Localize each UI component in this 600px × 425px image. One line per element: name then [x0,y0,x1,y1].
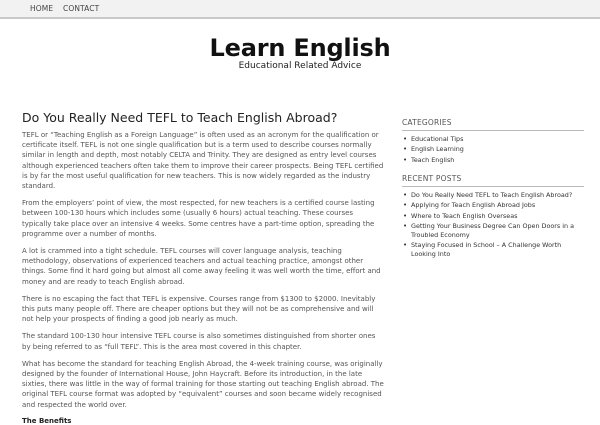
recent-posts-widget [402,174,584,260]
post-paragraph: TEFL or “Teaching English as a Foreign Language” is often used as an acronym for the qualification or certificate itself. TEFL is not one single qualification but is a term used to describe courses normally similar in length and depth, most notably CELTA and Trinity. They are designed as entry level courses although experienced teachers often take them to improve their career prospects. Being TEFL certified is by far the most useful qualification for new teachers. This is now widely regarded as the industry standard. [22,131,384,191]
post-paragraph: A lot is crammed into a tight schedule. TEFL courses will cover language analysis, teaching methodology, observations of experienced teachers and actual teaching practice, amongst other things. Some find it hard going but almost all come away feeling it was well worth the time, effort and money and are ready to teach English abroad. [22,247,381,286]
recent-post-link[interactable]: • Getting Your Business Degree Can Open Doors in a Troubled Economy [402,222,584,239]
site-description: Educational Related Advice [238,61,362,71]
post-paragraph: What has become the standard for teaching English Abroad, the 4-week training course, was originally designed by the founder of International House, John Haycraft. Before its introduction, in the late sixties, there was little in the way of formal training for those starting out teaching English abroad. The original TEFL course format was adopted by “equivalent” courses and soon became widely recognised and respected the world over. [22,359,384,409]
nav-home-link[interactable]: HOME [30,4,54,13]
post-title[interactable]: Do You Really Need TEFL to Teach English Abroad? [22,110,338,125]
post-paragraph: From the employers’ point of view, the most respected, for new teachers is a certified course lasting between 100-130 hours which includes some (usually 6 hours) actual teaching. These courses typically take place over an intensive 4 weeks. Some centres have a part-time option, spreading the programme over a number of months. [22,199,375,238]
category-link[interactable]: • Educational Tips [402,135,584,144]
recent-post-link[interactable]: • Applying for Teach English Abroad Jobs [402,201,584,210]
category-link[interactable]: • Teach English [402,156,584,165]
top-navigation [0,0,600,19]
categories-widget-title: CATEGORIES [402,118,584,131]
category-link[interactable]: • English Learning [402,145,584,154]
post-subheading: The Benefits [22,416,72,425]
recent-posts-widget-title: RECENT POSTS [402,174,584,187]
recent-post-link[interactable]: • Where to Teach English Overseas [402,212,584,221]
nav-contact-link[interactable]: CONTACT [63,4,100,13]
categories-widget [402,118,584,166]
recent-post-link[interactable]: • Staying Focused in School – A Challenge Worth Looking Into [402,241,584,258]
post-paragraph: The standard 100-130 hour intensive TEFL course is also sometimes distinguished from shorter ones by being referred to as “full TEFL”. This is the area most covered in this chapter. [22,332,376,351]
site-title[interactable]: Learn English [209,34,391,62]
post-paragraph: There is no escaping the fact that TEFL is expensive. Courses range from $1300 to $2000. Inevitably this puts many people off. There are cheaper options but they will not be as comprehensive and will not help your prospects of finding a good job nearly as much. [22,294,376,324]
main-content [22,110,384,425]
recent-post-link[interactable]: • Do You Really Need TEFL to Teach English Abroad? [402,191,584,200]
